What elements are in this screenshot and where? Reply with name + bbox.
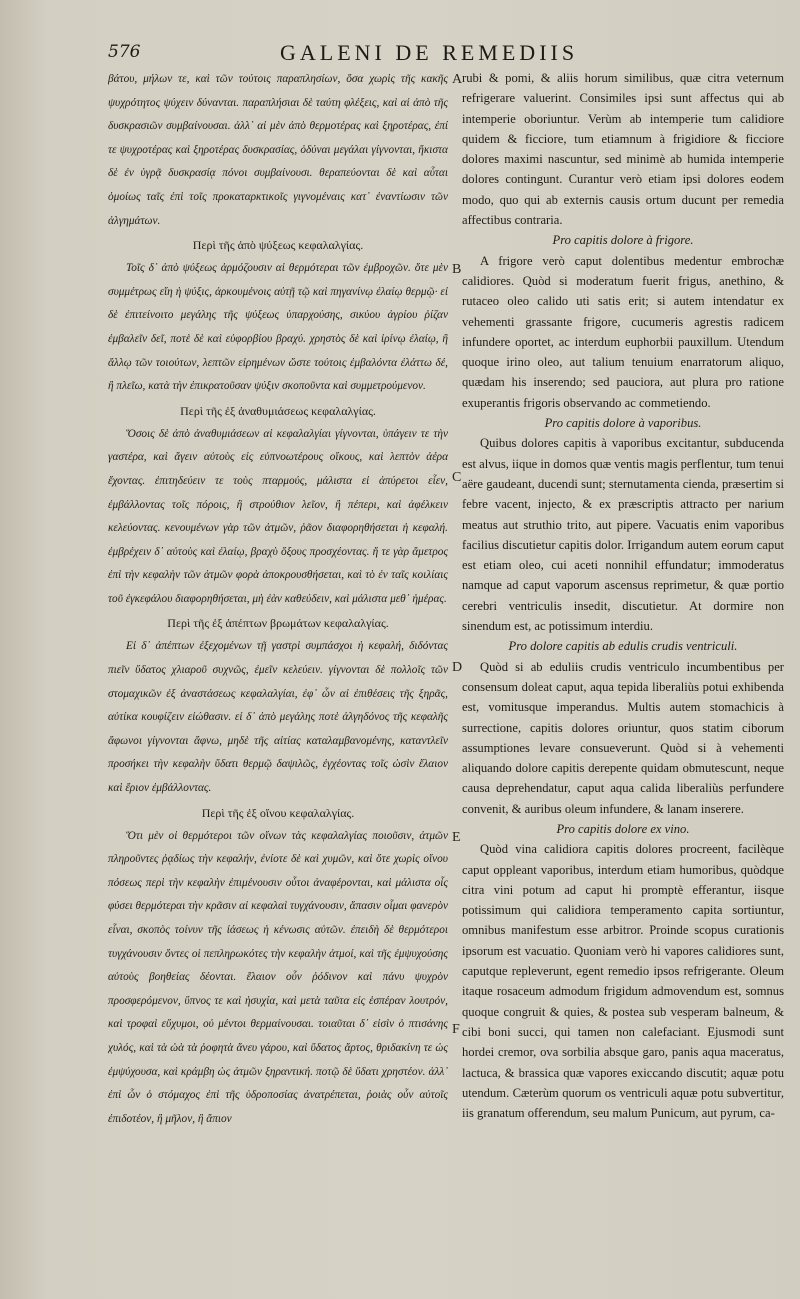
greek-section-heading: Περὶ τῆς ἐξ ἀναθυμιάσεως κεφαλαλγίας. — [180, 403, 376, 418]
latin-section-heading: Pro dolore capitis ab edulis crudis ventriculi. — [508, 639, 738, 654]
margin-marker-c: C — [452, 470, 462, 485]
latin-section-heading: Pro capitis dolore à vaporibus. — [544, 416, 702, 431]
latin-paragraph: Quòd vina calidiora capitis dolores procreent, facilèque caput oppleant vaporibus, interdum etiam humoribus, quòdque citra vini potum ad caput hi promptè efferantur, iisque potissimum qui calidiora temperamento capita sortiuntur, omnibus manifestum esse arbitror. Proinde scopus curationis ipsorum est vacuatio. Quoniam verò hi vapores calidiores sunt, caputque repleverunt, egent remedio ipsos refrigerante. Oleum itaque rosaceum admodum frigidum admovendum est, somnus quoque congruit & quies, & postea sub vesperam balneum, & cibi boni succi, qui tamen non calefaciant. Ejusmodi sunt hordei cremor, ova sorbilia absque garo, panis aqua maceratus, lactuca, & brassica quæ vapores exiccando discutit; aquæ potu utendum. Cæterùm quorum os ventriculi aquæ potu subvertitur, iis granatum offerendum, seu malum Punicum, aut pyrum, ca- — [462, 842, 784, 1121]
latin-paragraph: Quibus dolores capitis à vaporibus excitantur, subducenda est alvus, iique in domos quæ ventis magis perflentur, tum tenui aëre gaudeant, ducendi sunt; sternutamenta cienda, præsertim si febre vacent, injecto, & ex præscriptis attracto per narium meatus aut struthio trito, aut pipere. Vacuatis enim vaporibus facilius discutietur capitis dolor. Irrigandum autem eorum caput est etiam oleo, cui aceti nonnihil effundatur; immoderatus namque ad caput vaporum ascensus reprimetur, & quæ portio cerebri ventriculis insedit, discutietur. At dormire non sinendum est, ac potissimum interdiu. — [462, 436, 784, 634]
running-title: GALENI DE REMEDIIS — [280, 40, 579, 65]
latin-paragraph: rubi & pomi, & aliis horum similibus, quæ citra veternum refrigerare valuerint. Consimiles ipsi sunt affectus qui ab intemperie oboriuntur. Verùm ab intemperie tum calidiore quidem & ficciore, tum etiamnum à frigidiore & ficciore dolores maximi nascuntur, sed minimè ab humida intemperie dolores contingunt. Curantur verò etiam ipsi dolores eodem modo, quo qui ab externis causis ortum ducunt per remedia affectibus contraria. — [462, 71, 784, 228]
margin-marker-e: E — [452, 830, 461, 845]
greek-paragraph: βάτου, μήλων τε, καὶ τῶν τούτοις παραπλησίων, ὅσα χωρὶς τῆς κακῆς ψυχρότητος ψύχειν δύνανται. παραπλήσιαι δὲ ταύτη φλέξεις, καὶ αἱ ἀπὸ τῆς δυσκρασιῶν συμβαίνουσαι. ἀλλ᾽ αἱ μὲν ἀπὸ θερμοτέρας καὶ ξηροτέρας, ἐπί τε ψυχροτέρας καὶ ξηροτέρας δυσκρασίας, ὀδύναι μεγάλαι γίγνονται, ἥκιστα δὲ ἐν ὑγρᾷ δυσκρασίᾳ πόνοι συμβαίνουσι. θεραπεύονται δὲ καὶ αὗται ὁμοίως ταῖς ἐπὶ τοῖς προκαταρκτικοῖς γιγνομέναις κατ᾽ ἐναντίωσιν τῶν ἀλγημάτων. — [108, 73, 448, 227]
greek-paragraph: Τοῖς δ᾽ ἀπὸ ψύξεως ἁρμόζουσιν αἱ θερμότεραι τῶν ἐμβροχῶν. ὅτε μὲν συμμέτρως εἴη ἡ ψύξις, ἀρκουμένοις αὐτῇ τῷ καὶ πηγανίνῳ ἐλαίῳ θερμῷ· εἰ δὲ ἐπιτείνοιτο μεγάλης τῆς ψύξεως ὑπαρχούσης, σικύου ἀγρίου ῥίζαν ἐμβαλεῖν δεῖ, ποτὲ δὲ καὶ εὐφορβίου βραχύ. χρηστὸς δὲ καὶ ἰρίνῳ ἐλαίῳ, ἢ ἄλλῳ τῶν τοιούτων, λεπτῶν εἰρημένων ὥστε τούτοις ἐμβαλόντα ἐλάττω δέ, ἢ πλεῖω, κατὰ τὴν ἐπικρατοῦσαν ψύξιν σκοποῦντα καὶ συμμετρούμενον. — [108, 262, 448, 393]
latin-paragraph: Quòd si ab eduliis crudis ventriculo incumbentibus per consensum doleat caput, aqua tepida liberaliùs potui exhibenda est, vomitusque imperandus. Multis autem stomachicis à surrectione, capitis dolores oriuntur, quos statim ciborum assumptiones levare consueverunt. Quòd si à vehementi aliquando dolore capitis derepente quidam obmutescunt, neque causa deprehendatur, caput aqua calida liberaliùs perfundere convenit, & auribus oleum infundere, & lanam inserere. — [462, 659, 784, 816]
margin-marker-b: B — [452, 262, 462, 277]
latin-paragraph: A frigore verò caput dolentibus medentur embrochæ calidiores. Quòd si moderatum fuerit frigus, anethino, & rutaceo oleo calido uti satis erit; si autem intendatur ex vehementi grassante frigore, cucumeris agrestis radicem infundere oportet, ac interdum euphorbii pauxillum. Utendum quoque irino oleo, aut talium tenuium enarratorum aliquo, quædam his inserendo; sed pauciora, aut plura pro ratione exuperantis frigoris observando ac commetiendo. — [462, 253, 784, 410]
greek-section-heading: Περὶ τῆς ἐξ οἴνου κεφαλαλγίας. — [201, 805, 355, 820]
margin-marker-f: F — [452, 1022, 460, 1037]
margin-marker-a: A — [452, 72, 463, 87]
greek-paragraph: Ὅτι μὲν οἱ θερμότεροι τῶν οἴνων τὰς κεφαλαλγίας ποιοῦσιν, ἀτμῶν πληροῦντες ῥᾳδίως τὴν κεφαλήν, ἐνίοτε δὲ καὶ χυμῶν, καὶ ὅτε χωρὶς οἴνου πόσεως περὶ τὴν κεφαλὴν ἐπιμένουσιν οὗτοι ἀναφέρονται, καὶ μάλιστα οἷς φύσει θερμότεραι τὴν κρᾶσιν αἱ κεφαλαὶ τυγχάνουσιν, ἅπασιν οἶμαι φανερὸν εἶναι, σκοπὸς τοίνυν τῆς ἰάσεως ἡ κένωσις αὐτῶν. ἐπειδὴ δὲ θερμότεροι τυγχάνουσιν ὄντες οἱ πεπληρωκότες τὴν κεφαλὴν ἀτμοί, καὶ τῆς ἐμψυχούσης αὐτοὺς βοηθείας δέονται. ἔλαιον οὖν ῥόδινον καὶ πάνυ ψυχρὸν προσφερόμενον, ὕπνος τε καὶ ἡσυχία, καὶ μετὰ ταῦτα εἰς ἑσπέραν λουτρόν, καὶ τροφαὶ εὔχυμοι, οὐ μέντοι θερμαίνουσαι. τοιαῦται δ᾽ εἰσὶν ὁ πτισάνης χυλός, καὶ τὰ ὠὰ τὰ ῥοφητὰ ἄνευ γάρου, καὶ ὕδατος ἄρτος, θριδακίνη τε ὡς ἐμψύχουσα, καὶ κράμβη ὡς ἀτμῶν ξηραντική. ποτῷ δὲ ὕδατι χρηστέον. ἀλλ᾽ ἐπὶ ὧν ὁ στόμαχος ἐπὶ τῆς ὑδροποσίας ἀνατρέπεται, ῥοιὰς οὖν αὐτοῖς ἐπιδοτέον, ἢ μῆλον, ἢ ἄπιον — [108, 829, 448, 1125]
greek-section-heading: Περὶ τῆς ἐξ ἀπέπτων βρωμάτων κεφαλαλγίας. — [167, 616, 389, 631]
latin-section-heading: Pro capitis dolore ex vino. — [556, 821, 690, 836]
page-number: 576 — [108, 42, 141, 62]
margin-marker-d: D — [452, 660, 463, 675]
greek-column — [108, 68, 448, 1258]
greek-paragraph: Ὅσοις δὲ ἀπὸ ἀναθυμιάσεων αἱ κεφαλαλγίαι γίγνονται, ὑπάγειν τε τὴν γαστέρα, καὶ ἄγειν αὐτοὺς εἰς εὐπνοωτέρους οἴκους, καὶ λεπτὸν ἀέρα ἔχοντας. ἐπιτηδεύειν τε τοὺς πταρμούς, μάλιστα εἰ ἀπύρετοι εἶεν, ἐμβάλλοντας τοῖς πόροις, ἢ στρούθιον λεῖον, ἢ πέπερι, καὶ ἀφέλκειν κελεύοντας. κενουμένων γὰρ τῶν ἀτμῶν, ῥᾶον διαφορηθήσεται ἡ κεφαλή. ἐμβρέχειν δ᾽ αὐτοὺς καὶ ἐλαίῳ, βραχὺ ὄξους προσχέοντας. ἥ τε γὰρ ἄμετρος ἐπὶ τὴν κεφαλὴν τῶν ἀτμῶν φορὰ ἀποκρουσθήσεται, καὶ τὸ ἐν ταῖς κοιλίαις τοῦ ἐγκεφάλου διαφορηθήσεται, μὴ ἐὰν καθεύδειν, καὶ μάλιστα μεθ᾽ ἡμέρας. — [108, 427, 448, 605]
greek-section-heading: Περὶ τῆς ἀπὸ ψύξεως κεφαλαλγίας. — [192, 238, 364, 253]
latin-section-heading: Pro capitis dolore à frigore. — [552, 233, 694, 248]
greek-paragraph: Εἰ δ᾽ ἀπέπτων ἐξεχομένων τῇ γαστρὶ συμπάσχοι ἡ κεφαλή, διδόντας πιεῖν ὕδατος χλιαροῦ συχνῶς, ἐμεῖν κελεύειν. γίγνονται δὲ πολλοῖς τῶν στομαχικῶν ἐξ ἀναστάσεως κεφαλαλγίαι, ἐφ᾽ ὧν αἱ ἐπιθέσεις τῆς ξηρᾶς, αὐτίκα κουφίζειν εἰώθασιν. εἰ δ᾽ ἀπὸ μεγάλης ποτὲ ἀλγηδόνος τῆς κεφαλῆς ἄφωνοι γίγνονται ἄφνω, μηδὲ τῆς αἰτίας καταλαμβανομένης, καταντλεῖν προσήκει τὴν κεφαλὴν ὕδατι θερμῷ δαψιλῶς, ἐγχέοντας τοῖς ὠσὶν ἔλαιον καὶ ἔριον ἐμβάλλοντας. — [108, 640, 448, 795]
latin-column — [462, 68, 784, 1258]
page-header — [108, 40, 668, 68]
